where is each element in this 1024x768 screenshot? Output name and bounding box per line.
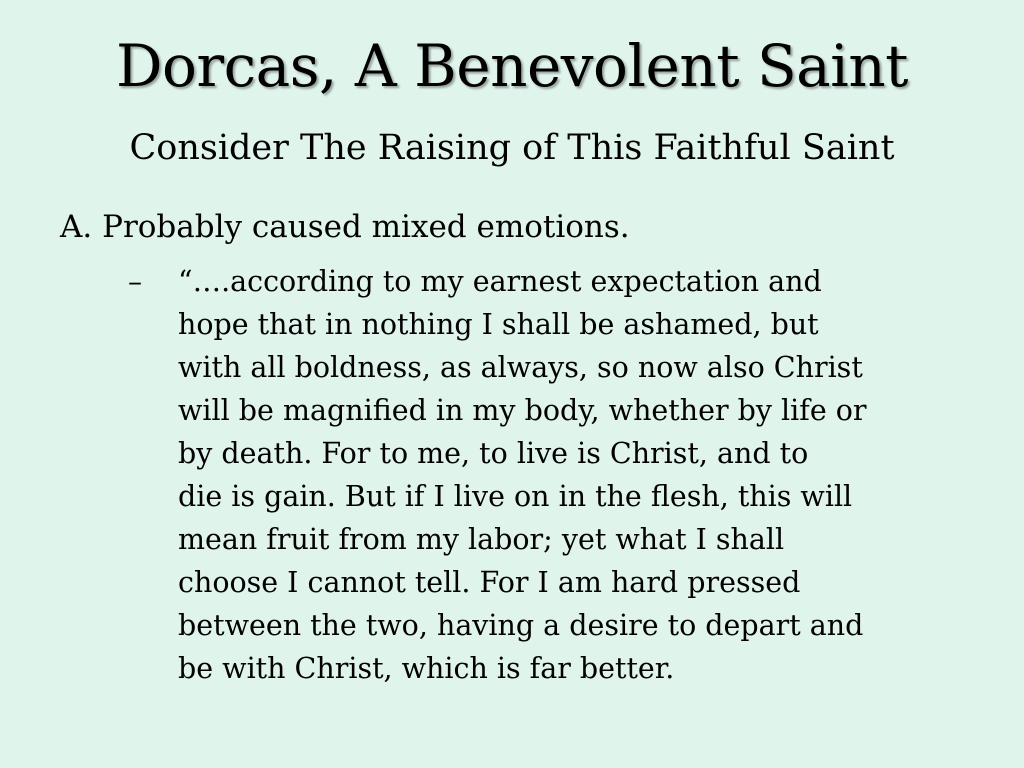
quote-line: will be magnified in my body, whether by life or (178, 394, 867, 427)
quote-line: choose I cannot tell. For I am hard pressed (178, 566, 801, 599)
quote-line: “….according to my earnest expectation and (178, 265, 822, 298)
slide-title: Dorcas, A Benevolent Saint (116, 32, 908, 100)
quote-line: between the two, having a desire to depart and (178, 609, 864, 642)
quote-line: hope that in nothing I shall be ashamed, but (178, 308, 819, 341)
quote-line: by death. For to me, to live is Christ, and to (178, 437, 809, 470)
quote-line: die is gain. But if I live on in the flesh, this will (178, 480, 853, 513)
quote-line: with all boldness, as always, so now also Christ (178, 351, 863, 384)
quote-line: mean fruit from my labor; yet what I shall (178, 523, 785, 556)
scripture-quote (178, 260, 978, 690)
slide-subtitle: Consider The Raising of This Faithful Saint (129, 128, 895, 168)
bullet-dash: – (128, 265, 142, 298)
quote-line: be with Christ, which is far better. (178, 652, 675, 685)
main-point: A. Probably caused mixed emotions. (60, 209, 630, 245)
